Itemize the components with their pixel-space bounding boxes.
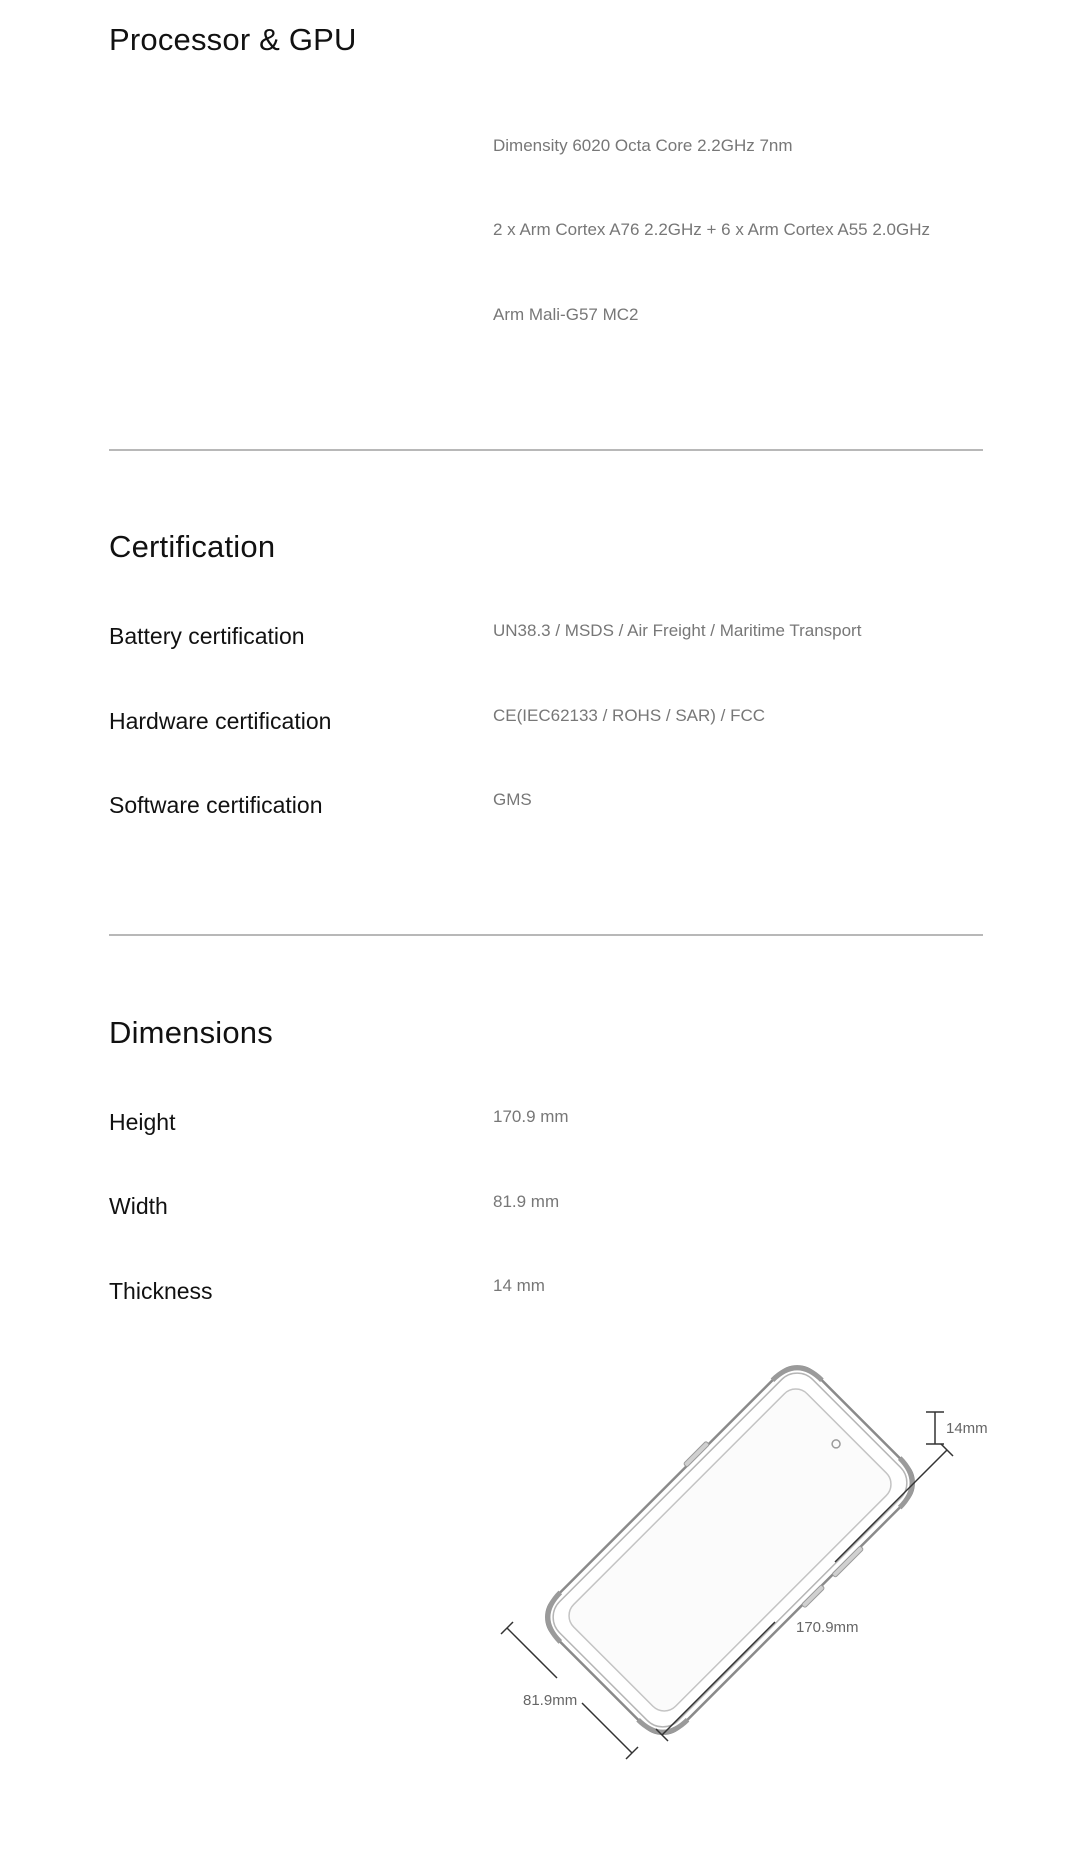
height-label: Height	[109, 1109, 176, 1135]
battery-certification-value: UN38.3 / MSDS / Air Freight / Maritime Transport	[493, 621, 862, 640]
section-title-certification: Certification	[109, 529, 276, 564]
section-title-dimensions: Dimensions	[109, 1015, 273, 1050]
thickness-dimension-label: 14mm	[946, 1420, 988, 1437]
thickness-value: 14 mm	[493, 1276, 545, 1295]
section-divider	[109, 934, 983, 936]
software-certification-value: GMS	[493, 790, 532, 809]
processor-chipset-value: Dimensity 6020 Octa Core 2.2GHz 7nm	[493, 136, 793, 155]
height-value: 170.9 mm	[493, 1107, 569, 1126]
hardware-certification-label: Hardware certification	[109, 708, 332, 734]
section-divider	[109, 449, 983, 451]
width-value: 81.9 mm	[493, 1192, 560, 1211]
software-certification-label: Software certification	[109, 792, 323, 818]
width-dimension-label: 81.9mm	[523, 1692, 578, 1709]
hardware-certification-value: CE(IEC62133 / ROHS / SAR) / FCC	[493, 706, 766, 725]
thickness-label: Thickness	[109, 1278, 213, 1304]
phone-outline-illustration	[533, 1353, 928, 1748]
thickness-dimension-line	[926, 1412, 944, 1444]
processor-gpu-value: Arm Mali-G57 MC2	[493, 305, 639, 324]
battery-certification-label: Battery certification	[109, 623, 305, 649]
width-label: Width	[109, 1193, 168, 1219]
processor-cores-value: 2 x Arm Cortex A76 2.2GHz + 6 x Arm Cortex A55 2.0GHz	[493, 220, 930, 239]
height-dimension-label: 170.9mm	[796, 1619, 859, 1636]
section-title-processor: Processor & GPU	[109, 22, 357, 57]
phone-dimension-diagram	[480, 1350, 1000, 1790]
